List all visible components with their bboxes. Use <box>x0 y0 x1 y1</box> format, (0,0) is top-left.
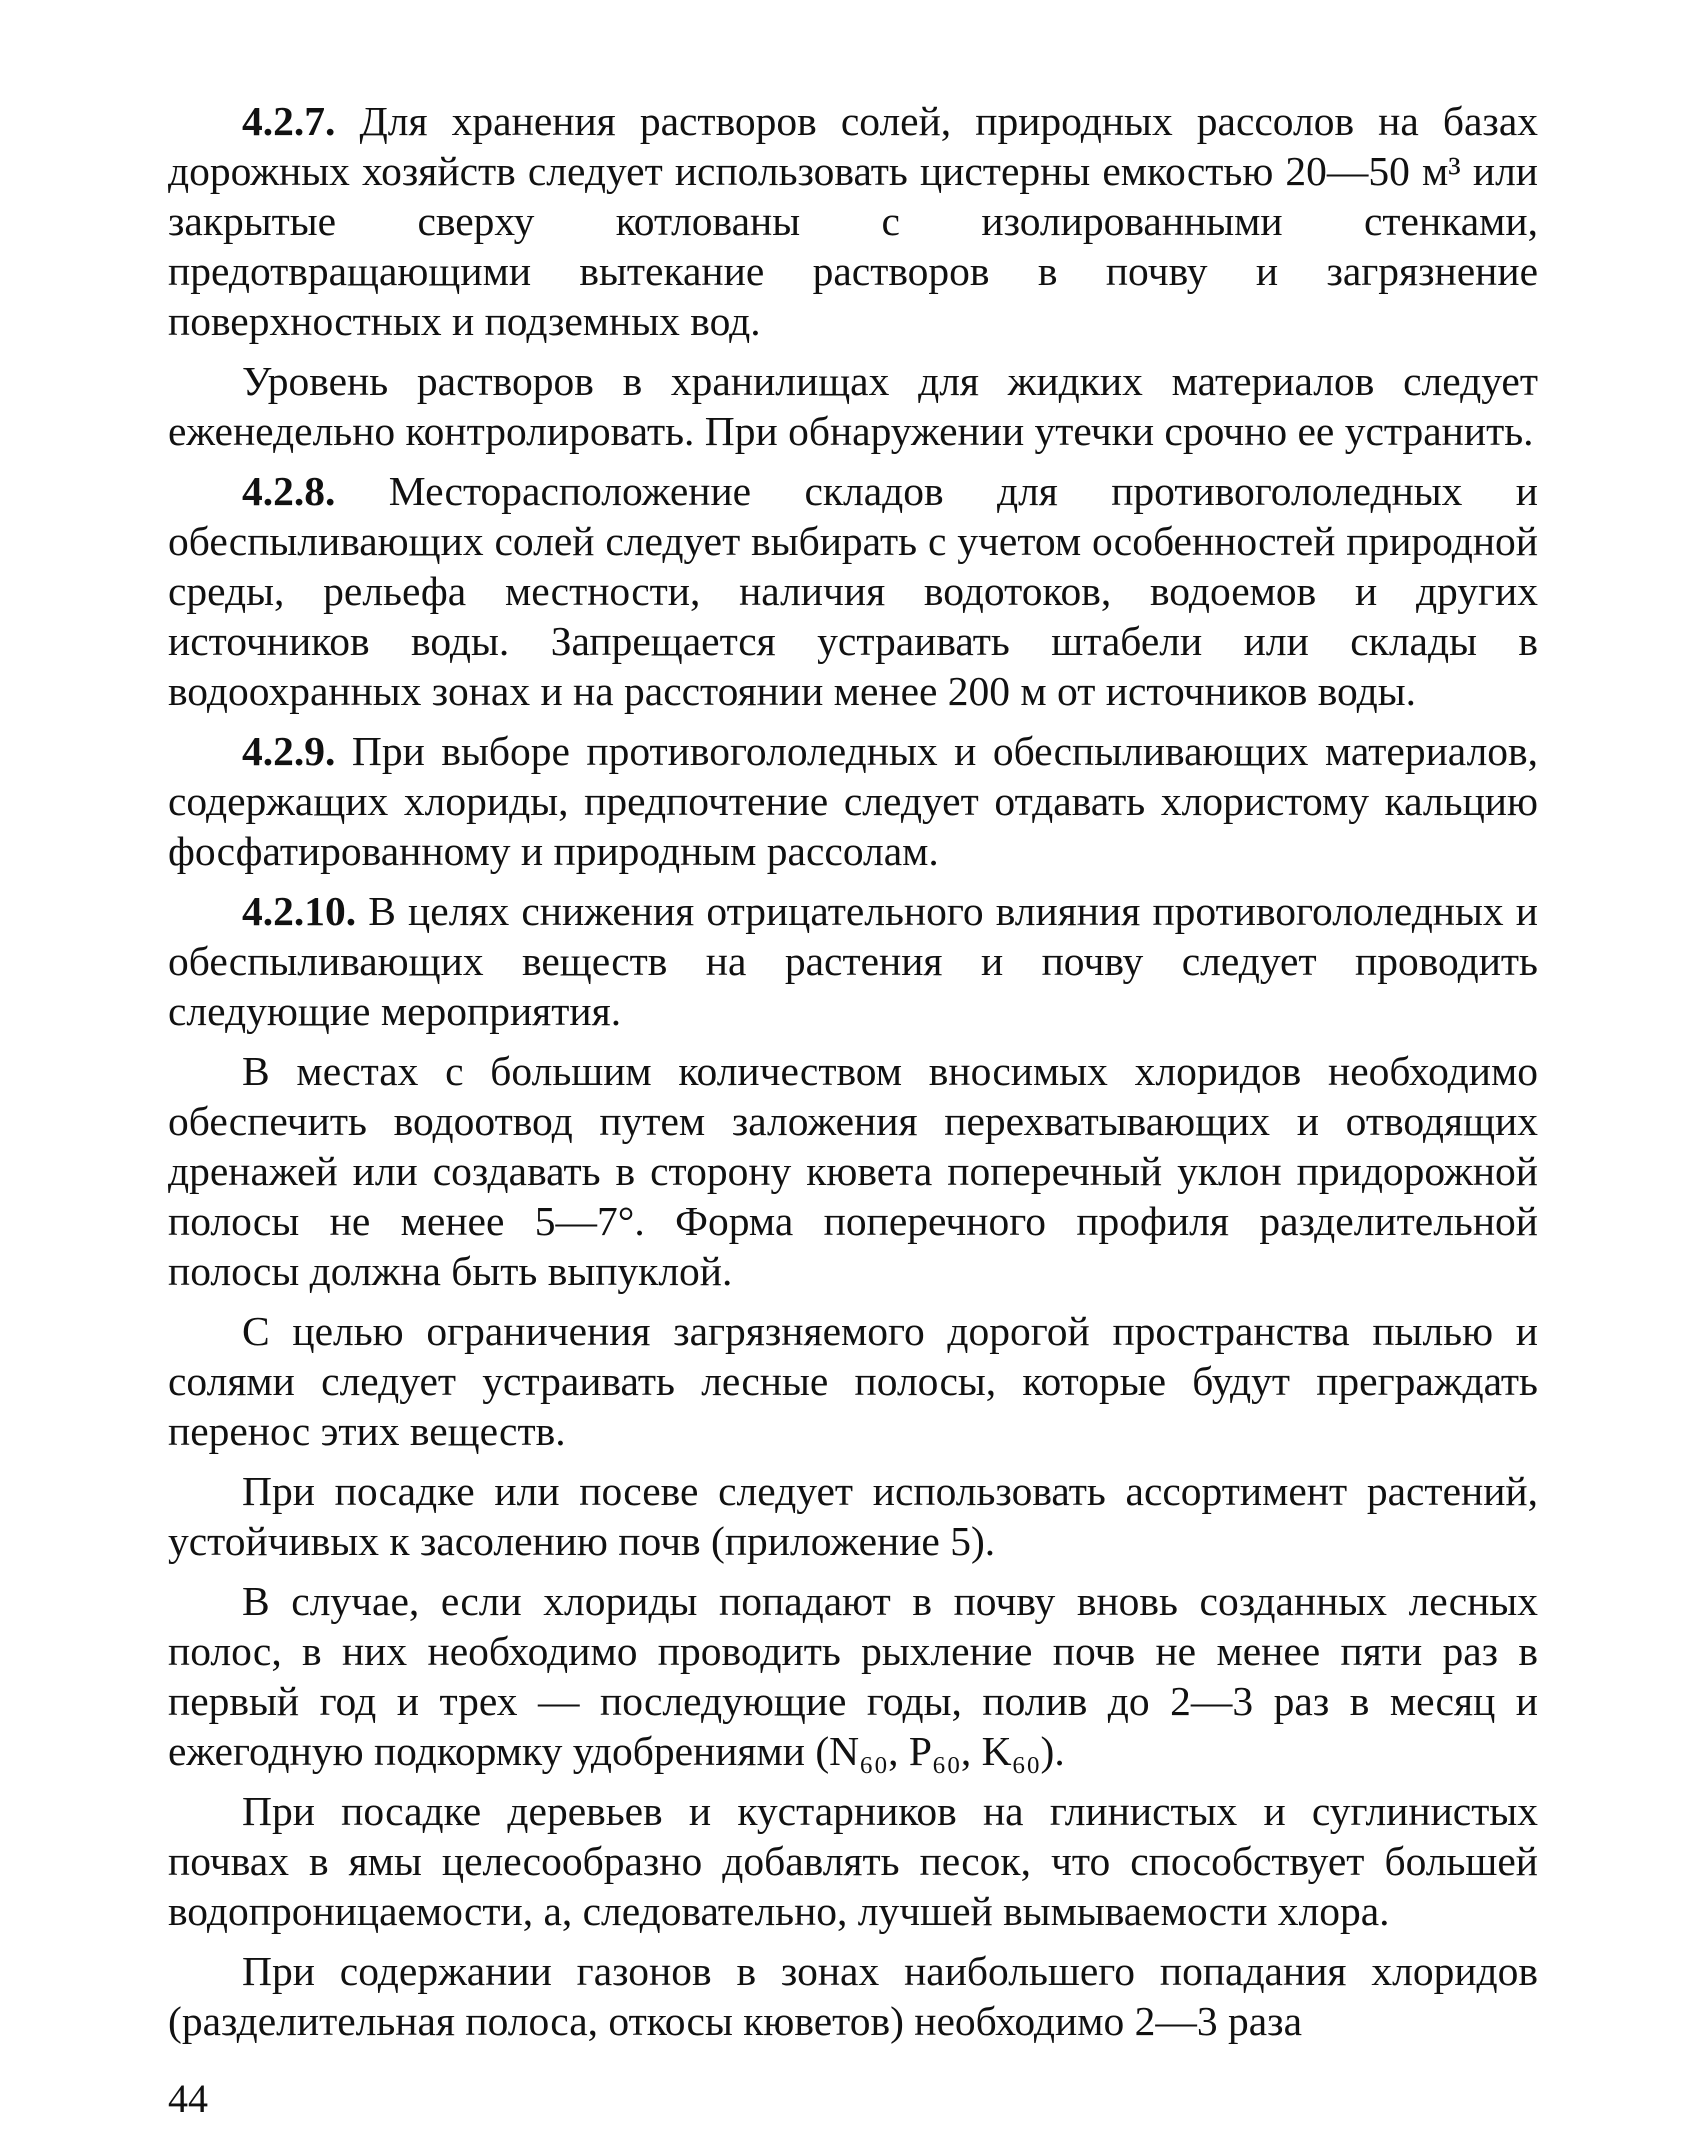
clause-number: 4.2.7. <box>242 98 336 144</box>
paragraph-4-2-8 <box>168 466 1538 716</box>
paragraph-solution-level <box>168 356 1538 456</box>
paragraph-text: При содержании газонов в зонах наибольшего попадания хлоридов (разделительная полоса, откосы кюветов) необходимо 2—3 раза <box>168 1948 1538 2044</box>
paragraph-text: При посадке деревьев и кустарников на глинистых и суглинистых почвах в ямы целесообразно добавлять песок, что способствует большей водопроницаемости, а, следовательно, лучшей вымываемости хлора. <box>168 1788 1538 1934</box>
paragraph-text: В местах с большим количеством вносимых хлоридов необходимо обеспечить водоотвод путем заложения перехватывающих и отводящих дренажей или создавать в сторону кювета поперечный уклон придорожной полосы не менее 5—7°. Форма поперечного профиля разделительной полосы должна быть выпуклой. <box>168 1048 1538 1294</box>
paragraph-lawn-maintenance <box>168 1946 1538 2046</box>
paragraph-4-2-9 <box>168 726 1538 876</box>
clause-number: 4.2.10. <box>242 888 357 934</box>
page-number: 44 <box>168 2076 208 2121</box>
paragraph-forest-belts <box>168 1306 1538 1456</box>
body-text <box>168 96 1538 2056</box>
paragraph-text: Уровень растворов в хранилищах для жидких материалов следует еженедельно контролировать. При обнаружении утечки срочно ее устранить. <box>168 358 1538 454</box>
paragraph-text: В целях снижения отрицательного влияния противогололедных и обеспыливающих веществ на растения и почву следует проводить следующие мероприятия. <box>168 888 1538 1034</box>
paragraph-text: С целью ограничения загрязняемого дорогой пространства пылью и солями следует устраивать лесные полосы, которые будут преграждать перенос этих веществ. <box>168 1308 1538 1454</box>
paragraph-text: При выборе противогололедных и обеспыливающих материалов, содержащих хлориды, предпочтение следует отдавать хлористому кальцию фосфатированному и природным рассолам. <box>168 728 1538 874</box>
paragraph-4-2-7 <box>168 96 1538 346</box>
paragraph-4-2-10 <box>168 886 1538 1036</box>
paragraph-text: В случае, если хлориды попадают в почву вновь созданных лесных полос, в них необходимо проводить рыхление почв не менее пяти раз в первый год и трех — последующие годы, полив до 2—3 раз в месяц и ежегодную подкормку удобрениями (N₆₀, P₆₀, K₆₀). <box>168 1578 1538 1774</box>
paragraph-soil-care <box>168 1576 1538 1776</box>
paragraph-plant-assortment <box>168 1466 1538 1566</box>
paragraph-text: Для хранения растворов солей, природных рассолов на базах дорожных хозяйств следует использовать цистерны емкостью 20—50 м³ или закрытые сверху котлованы с изолированными стенками, предотвращающими вытекание растворов в почву и загрязнение поверхностных и подземных вод. <box>168 98 1538 344</box>
clause-number: 4.2.8. <box>242 468 336 514</box>
paragraph-text: При посадке или посеве следует использовать ассортимент растений, устойчивых к засолению почв (приложение 5). <box>168 1468 1538 1564</box>
paragraph-sand-addition <box>168 1786 1538 1936</box>
clause-number: 4.2.9. <box>242 728 336 774</box>
paragraph-drainage <box>168 1046 1538 1296</box>
paragraph-text: Месторасположение складов для противогололедных и обеспыливающих солей следует выбирать с учетом особенностей природной среды, рельефа местности, наличия водотоков, водоемов и других источников воды. Запрещается устраивать штабели или склады в водоохранных зонах и на расстоянии менее 200 м от источников воды. <box>168 468 1538 714</box>
